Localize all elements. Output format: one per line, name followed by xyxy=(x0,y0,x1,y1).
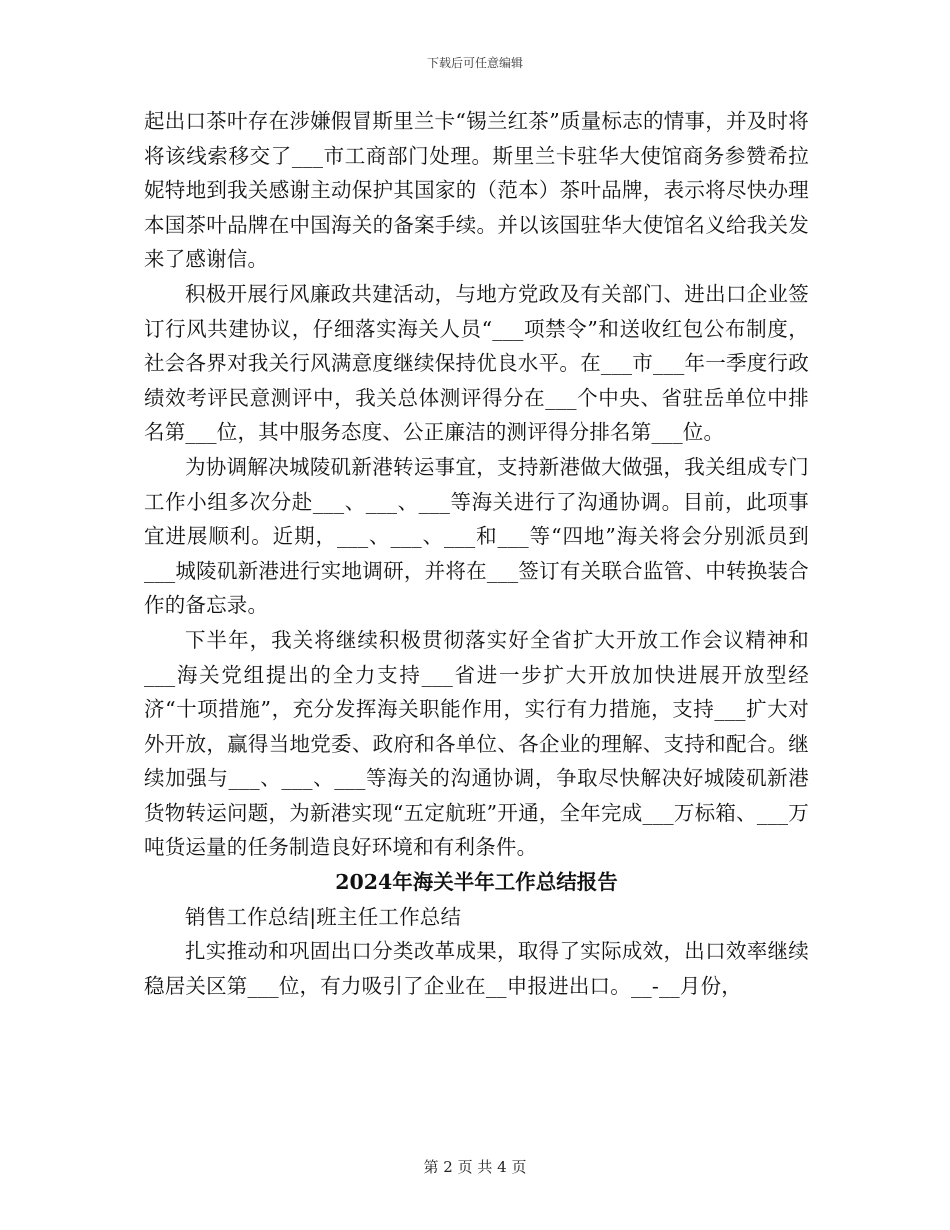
paragraph-integrity-campaign: 积极开展行风廉政共建活动，与地方党政及有关部门、进出口企业签订行风共建协议，仔细落实海关人员“___项禁令”和送收红包公布制度，社会各界对我关行风满意度继续保持优良水平。在___市___年一季度行政绩效考评民意测评中，我关总体测评得分在___个中央、省驻岳单位中排名第___位，其中服务态度、公正廉洁的测评得分排名第___位。 xyxy=(144,281,809,445)
page-footer: 第 2 页 共 4 页 xyxy=(423,1158,527,1176)
paragraph-export-reform: 扎实推动和巩固出口分类改革成果，取得了实际成效，出口效率继续稳居关区第___位，有力吸引了企业在__申报进出口。__-__月份， xyxy=(144,939,809,998)
document-body xyxy=(144,104,809,1003)
page-header-note: 下载后可任意编辑 xyxy=(426,56,523,70)
paragraph-continuation: 起出口茶叶存在涉嫌假冒斯里兰卡“锡兰红茶”质量标志的情事，并及时将将该线索移交了___市工商部门处理。斯里兰卡驻华大使馆商务参赞希拉妮特地到我关感谢主动保护其国家的（范本）茶叶品牌，表示将尽快办理本国茶叶品牌在中国海关的备案手续。并以该国驻华大使馆名义给我关发来了感谢信。 xyxy=(144,109,809,272)
section-title: 2024年海关半年工作总结报告 xyxy=(335,870,618,895)
paragraph-second-half-plan: 下半年，我关将继续积极贯彻落实好全省扩大开放工作会议精神和___海关党组提出的全力支持___省进一步扩大开放加快进展开放型经济“十项措施”，充分发挥海关职能作用，实行有力措施，支持___扩大对外开放，赢得当地党委、政府和各单位、各企业的理解、支持和配合。继续加强与___、___、___等海关的沟通协调，争取尽快解决好城陵矶新港货物转运问题，为新港实现“五定航班”开通，全年完成___万标箱、___万吨货运量的任务制造良好环境和有利条件。 xyxy=(144,627,809,860)
tags-line: 销售工作总结|班主任工作总结 xyxy=(185,904,462,929)
paragraph-port-coordination: 为协调解决城陵矶新港转运事宜，支持新港做大做强，我关组成专门工作小组多次分赴___、___、___等海关进行了沟通协调。目前，此项事宜进展顺利。近期，___、___、___和___等“四地”海关将会分别派员到___城陵矶新港进行实地调研，并将在___签订有关联合监管、中转换装合作的备忘录。 xyxy=(144,454,809,618)
